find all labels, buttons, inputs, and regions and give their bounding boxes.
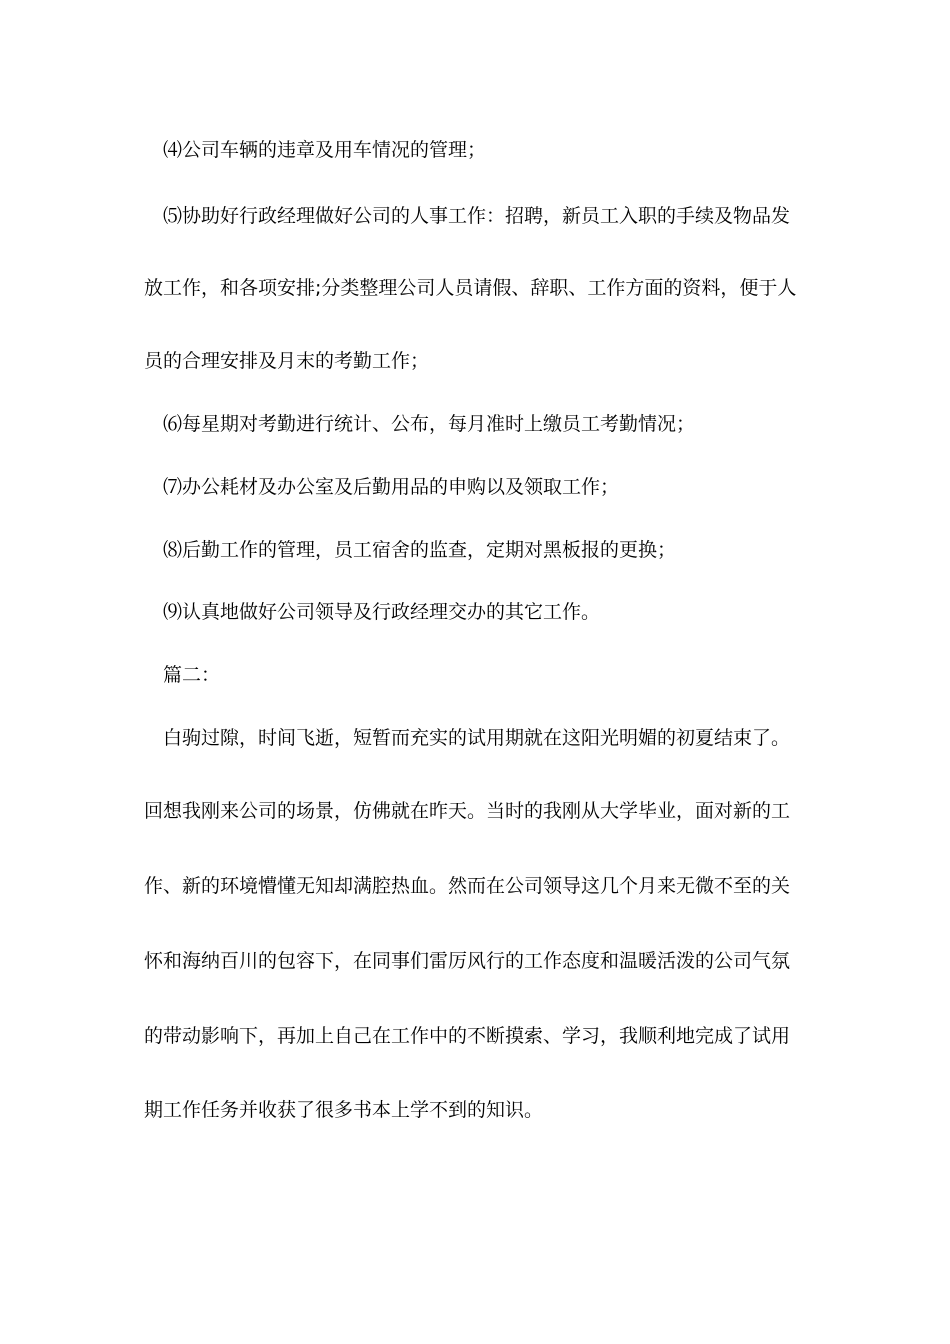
list-item-6: ⑹每星期对考勤进行统计、公布，每月准时上缴员工考勤情况； xyxy=(163,413,696,435)
paragraph-line-3: 作、新的环境懵懂无知却满腔热血。然而在公司领导这几个月来无微不至的关 xyxy=(144,875,791,897)
list-item-5-line-3: 员的合理安排及月末的考勤工作； xyxy=(144,350,430,372)
list-item-4: ⑷公司车辆的违章及用车情况的管理； xyxy=(163,139,487,161)
list-item-8: ⑻后勤工作的管理，员工宿舍的监查，定期对黑板报的更换； xyxy=(163,539,677,561)
paragraph-line-1: 白驹过隙，时间飞逝，短暂而充实的试用期就在这阳光明媚的初夏结束了。 xyxy=(163,727,791,749)
list-item-9: ⑼认真地做好公司领导及行政经理交办的其它工作。 xyxy=(163,601,601,623)
list-item-5-line-2: 放工作，和各项安排;分类整理公司人员请假、辞职、工作方面的资料，便于人 xyxy=(144,277,797,299)
list-item-5-line-1: ⑸协助好行政经理做好公司的人事工作：招聘，新员工入职的手续及物品发 xyxy=(163,205,791,227)
paragraph-line-2: 回想我刚来公司的场景，仿佛就在昨天。当时的我刚从大学毕业，面对新的工 xyxy=(144,800,791,822)
paragraph-line-5: 的带动影响下，再加上自己在工作中的不断摸索、学习，我顺利地完成了试用 xyxy=(144,1025,791,1047)
paragraph-line-6: 期工作任务并收获了很多书本上学不到的知识。 xyxy=(144,1099,544,1121)
paragraph-line-4: 怀和海纳百川的包容下，在同事们雷厉风行的工作态度和温暖活泼的公司气氛 xyxy=(144,950,791,972)
section-heading: 篇二： xyxy=(163,664,221,686)
list-item-7: ⑺办公耗材及办公室及后勤用品的申购以及领取工作； xyxy=(163,476,620,498)
